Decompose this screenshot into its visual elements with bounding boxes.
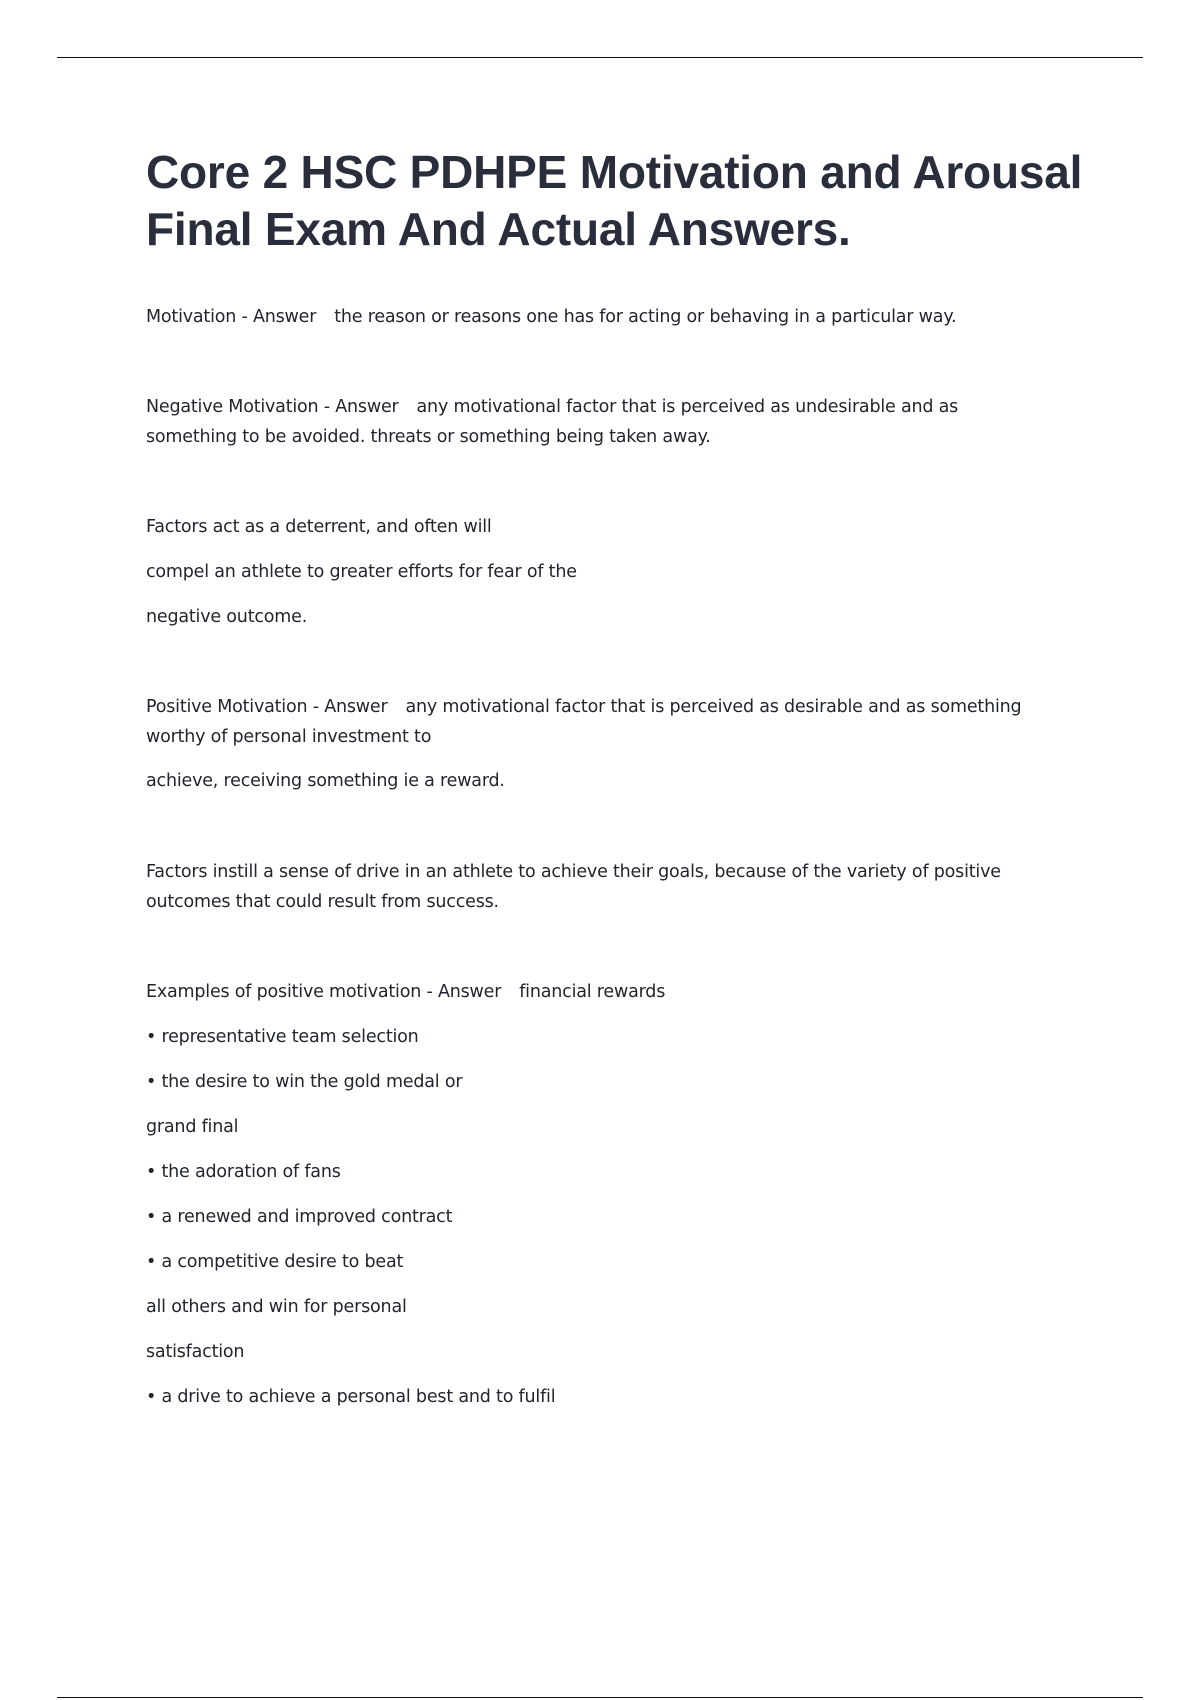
list-item: • the desire to win the gold medal or — [146, 1072, 463, 1092]
list-item: • representative team selection — [146, 1027, 419, 1047]
text-line: negative outcome. — [146, 607, 308, 627]
list-item: • a renewed and improved contract — [146, 1207, 453, 1227]
text-line: Factors act as a deterrent, and often will — [146, 517, 492, 537]
document-title: Core 2 HSC PDHPE Motivation and Arousal Final Exam And Actual Answers. — [146, 146, 1083, 255]
entry-negative-motivation — [146, 392, 1046, 452]
list-item: satisfaction — [146, 1342, 245, 1362]
entry-answer: the reason or reasons one has for acting or behaving in a particular way. — [334, 307, 957, 327]
list-item: • the adoration of fans — [146, 1162, 341, 1182]
list-item: grand final — [146, 1117, 239, 1137]
paragraph-positive-factors: Factors instill a sense of drive in an athlete to achieve their goals, because of the variety of positive outcomes that could result from success. — [146, 862, 1001, 912]
entry-motivation — [146, 302, 956, 332]
entry-term: Positive Motivation - Answer — [146, 697, 388, 717]
entry-answer: any motivational factor that is perceived as desirable and as something worthy of personal investment to — [146, 697, 1022, 747]
list-item: • a competitive desire to beat — [146, 1252, 404, 1272]
list-item: all others and win for personal — [146, 1297, 407, 1317]
paragraph-negative-factors — [146, 512, 577, 632]
document-body — [146, 144, 1086, 1407]
entry-term: Motivation - Answer — [146, 307, 317, 327]
entry-answer-continuation: achieve, receiving something ie a reward. — [146, 771, 505, 791]
entry-term: Negative Motivation - Answer — [146, 397, 399, 417]
list-item: • a drive to achieve a personal best and to fulfil — [146, 1387, 556, 1407]
footer-rule — [57, 1697, 1143, 1698]
entry-answer: any motivational factor that is perceived as undesirable and as something to be avoided. threats or something being taken away. — [146, 397, 959, 447]
header-rule — [57, 57, 1143, 58]
text-line: compel an athlete to greater efforts for fear of the — [146, 562, 577, 582]
entry-examples-positive-motivation — [146, 977, 665, 1412]
entry-answer: financial rewards — [519, 982, 666, 1002]
entry-term: Examples of positive motivation - Answer — [146, 982, 502, 1002]
entry-positive-motivation — [146, 692, 1086, 796]
